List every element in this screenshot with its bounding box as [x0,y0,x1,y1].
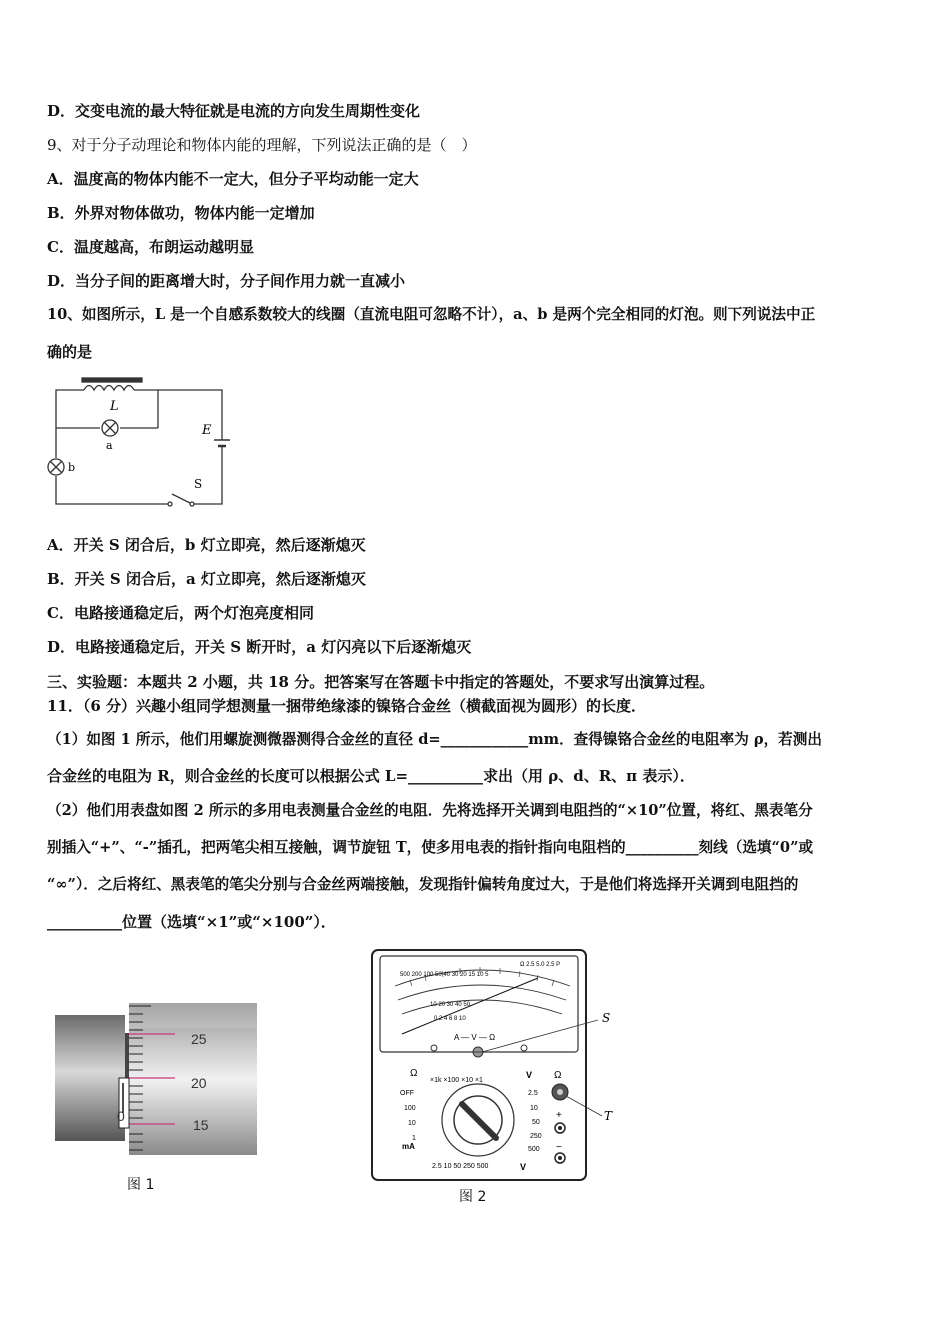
mid-label: A — V — Ω [454,1033,496,1042]
sleeve [55,1015,125,1141]
ma-label: mA [402,1142,415,1151]
right-label-3: 250 [530,1133,542,1140]
right-label-2: 50 [532,1119,540,1126]
right-label-1: 10 [530,1105,538,1112]
label-a: a [106,439,113,452]
tick-25: 25 [191,1031,207,1047]
plus-label: + [556,1110,562,1121]
option-d-q8: D．交变电流的最大特征就是电流的方向发生周期性变化 [47,102,421,120]
label-T: T [604,1109,613,1123]
section-3-heading: 三、实验题：本题共 2 小题，共 18 分。把答案写在答题卡中指定的答题处，不要求写出演算过程。 [47,673,715,691]
circuit-diagram [44,372,244,512]
v-label-top: V [526,1070,533,1080]
question-9: 9、对于分子动理论和物体内能的理解，下列说法正确的是（ ） [47,136,477,154]
multimeter-figure [370,948,622,1183]
tick-20: 20 [191,1075,207,1091]
option-b-q9: B．外界对物体做功，物体内能一定增加 [47,204,315,222]
option-c-q9: C．温度越高，布朗运动越明显 [47,238,254,256]
top-right-marks: Ω 2.5 5.0 2.5 P [520,962,561,968]
left-label-3: 1 [412,1135,416,1142]
label-S-meter: S [602,1011,611,1025]
option-a-q10: A．开关 S 闭合后，b 灯立即亮，然后逐渐熄灭 [47,536,366,554]
question-11: 11．（6 分）兴趣小组同学想测量一捆带绝缘漆的镍铬合金丝（横截面视为圆形）的长度． [47,697,647,715]
label-L: L [110,399,119,414]
q11-part1: （1）如图 1 所示，他们用螺旋测微器测得合金丝的直径 d=____________mm．查得镍铬合金丝的电阻率为 ρ，若测出 [47,731,822,748]
q11-part2-cont3: __________位置（选填“×1”或“×100”）． [47,913,336,931]
right-label-0: 2.5 [528,1090,538,1097]
ac-scale: 0 2 4 6 8 10 [434,1016,466,1022]
label-b: b [68,461,76,474]
inductor-core [82,378,142,382]
q11-part2: （2）他们用表盘如图 2 所示的多用电表测量合金丝的电阻．先将选择开关调到电阻挡的“×10”位置，将红、黑表笔分 [47,802,813,819]
left-label-2: 10 [408,1120,416,1127]
q11-part1-cont: 合金丝的电阻为 R，则合金丝的长度可以根据公式 L=__________求出（用 ρ、d、R、π 表示）． [47,767,695,785]
question-10-cont: 确的是 [47,343,93,361]
tick-0: 0 [117,1108,125,1124]
label-E: E [202,423,212,438]
q11-part2-cont1: 别插入“+”、“-”插孔，把两笔尖相互接触，调节旋钮 T，使多用电表的指针指向电阻档的__________刻线（选填“0”或 [47,839,814,856]
question-10: 10、如图所示，L 是一个自感系数较大的线圈（直流电阻可忽略不计），a、b 是两个完全相同的灯泡。则下列说法中正 [47,306,816,323]
tick-15: 15 [193,1117,209,1133]
right-label-4: 500 [528,1146,540,1153]
q11-part2-cont2: “∞”）．之后将红、黑表笔的笔尖分别与合金丝两端接触，发现指针偏转角度过大，于是他们将选择开关调到电阻挡的 [47,876,799,893]
left-label-0: OFF [400,1090,414,1097]
left-label-1: 100 [404,1105,416,1112]
micrometer-figure [55,1003,257,1155]
figure-1-caption: 图 1 [127,1177,155,1193]
figure-2-caption: 图 2 [459,1189,487,1205]
ohm-symbol: Ω [410,1068,418,1079]
option-b-q10: B．开关 S 闭合后，a 灯立即亮，然后逐渐熄灭 [47,570,366,588]
v-label-bottom: V [520,1162,527,1172]
minus-label: − [556,1142,562,1153]
dc-scale: 10 20 30 40 50 [430,1002,471,1008]
option-a-q9: A．温度高的物体内能不一定大，但分子平均动能一定大 [47,170,419,188]
option-d-q9: D．当分子间的距离增大时，分子间作用力就一直减小 [47,272,406,290]
option-c-q10: C．电路接通稳定后，两个灯泡亮度相同 [47,604,314,622]
range-ohm: ×1k ×100 ×10 ×1 [430,1077,483,1084]
label-S: S [194,477,203,491]
ohm-scale: 500 200 100 50 40 30 20 15 10 5 [400,972,489,978]
bottom-labels: 2.5 10 50 250 500 [432,1163,489,1170]
ohm-adjust-symbol: Ω [554,1070,562,1081]
option-d-q10: D．电路接通稳定后，开关 S 断开时，a 灯闪亮以下后逐渐熄灭 [47,638,472,656]
